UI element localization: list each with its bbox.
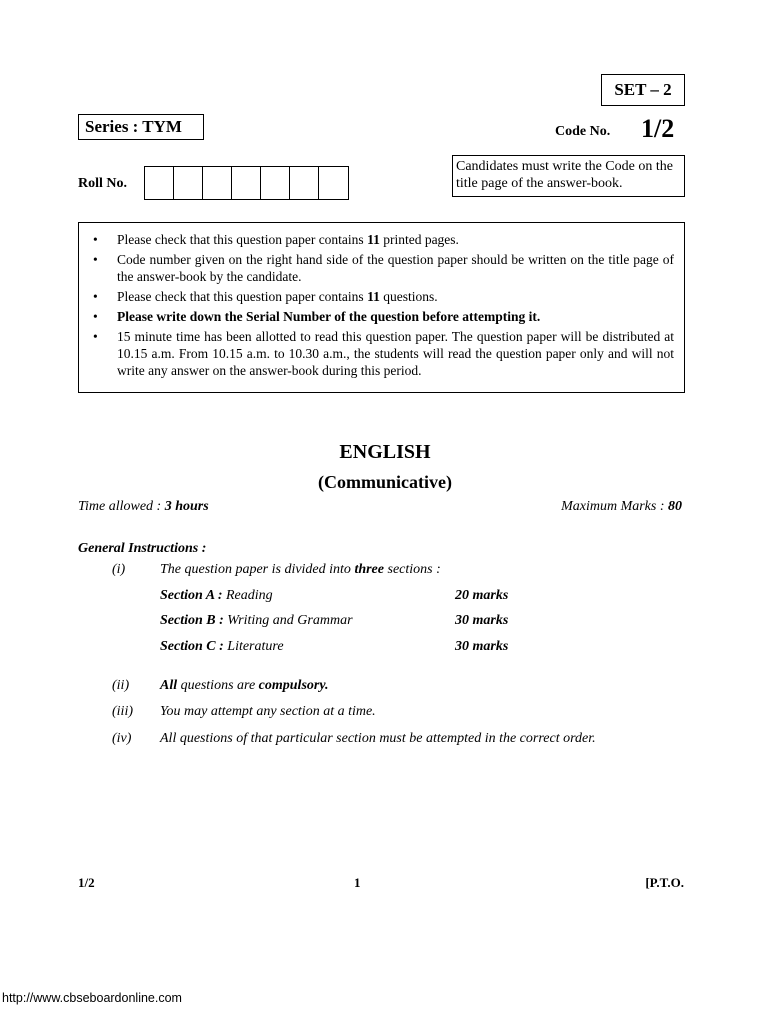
instruction-number: (iv) (112, 731, 132, 746)
marks-label: Maximum Marks : (561, 499, 668, 514)
roll-label: Roll No. (78, 176, 127, 191)
roll-digit-box[interactable] (232, 167, 261, 199)
instruction-text: All questions are compulsory. (160, 678, 329, 693)
section-b-name: Section B : Writing and Grammar (160, 613, 353, 628)
page-subtitle: (Communicative) (318, 472, 452, 492)
code-label: Code No. (555, 124, 611, 139)
instructions-box (78, 222, 685, 393)
marks-value: 80 (668, 499, 682, 514)
roll-digit-box[interactable] (261, 167, 290, 199)
instruction-item: • Please check that this question paper contains 11 questions. (89, 288, 674, 305)
roll-digit-box[interactable] (290, 167, 319, 199)
source-url[interactable]: http://www.cbseboardonline.com (2, 991, 182, 1005)
section-a-marks: 20 marks (455, 588, 509, 603)
general-instructions-title: General Instructions : (78, 541, 207, 556)
instruction-text: You may attempt any section at a time. (160, 704, 376, 719)
instructions-list (89, 231, 674, 379)
roll-digit-box[interactable] (319, 167, 348, 199)
section-a-name: Section A : Reading (160, 588, 273, 603)
section-c-name: Section C : Literature (160, 639, 284, 654)
roll-digit-box[interactable] (174, 167, 203, 199)
instruction-number: (i) (112, 562, 126, 577)
footer-code: 1/2 (78, 875, 95, 890)
instruction-item: • Code number given on the right hand side of the question paper should be written on the title page of the answer-book by the candidate. (89, 251, 674, 285)
maximum-marks (561, 499, 682, 515)
instruction-item: • Please check that this question paper contains 11 printed pages. (89, 231, 674, 248)
instruction-item: • 15 minute time has been allotted to read this question paper. The question paper will be distributed at 10.15 a.m. From 10.15 a.m. to 10.30 a.m., the students will read the question paper only and will not write any answer on the answer-book during this period. (89, 328, 674, 379)
section-c-marks: 30 marks (455, 639, 509, 654)
instruction-item: • Please write down the Serial Number of the question before attempting it. (89, 308, 674, 325)
pto-label: [P.T.O. (645, 875, 684, 890)
instruction-number: (ii) (112, 678, 130, 693)
instruction-number: (iii) (112, 704, 133, 719)
roll-number-boxes (144, 166, 349, 200)
page-title: ENGLISH (339, 441, 431, 463)
time-label: Time allowed : (78, 499, 165, 514)
time-allowed (78, 499, 209, 515)
roll-digit-box[interactable] (145, 167, 174, 199)
series-label: Series : TYM (78, 114, 204, 140)
instruction-text: All questions of that particular section must be attempted in the correct order. (160, 731, 596, 746)
section-b-marks: 30 marks (455, 613, 509, 628)
page-number: 1 (354, 875, 361, 890)
code-note: Candidates must write the Code on the title page of the answer-book. (452, 155, 685, 197)
set-label: SET – 2 (601, 74, 685, 106)
code-value: 1/2 (641, 114, 675, 143)
time-value: 3 hours (164, 499, 209, 514)
instruction-text: The question paper is divided into three sections : (160, 562, 441, 577)
roll-digit-box[interactable] (203, 167, 232, 199)
